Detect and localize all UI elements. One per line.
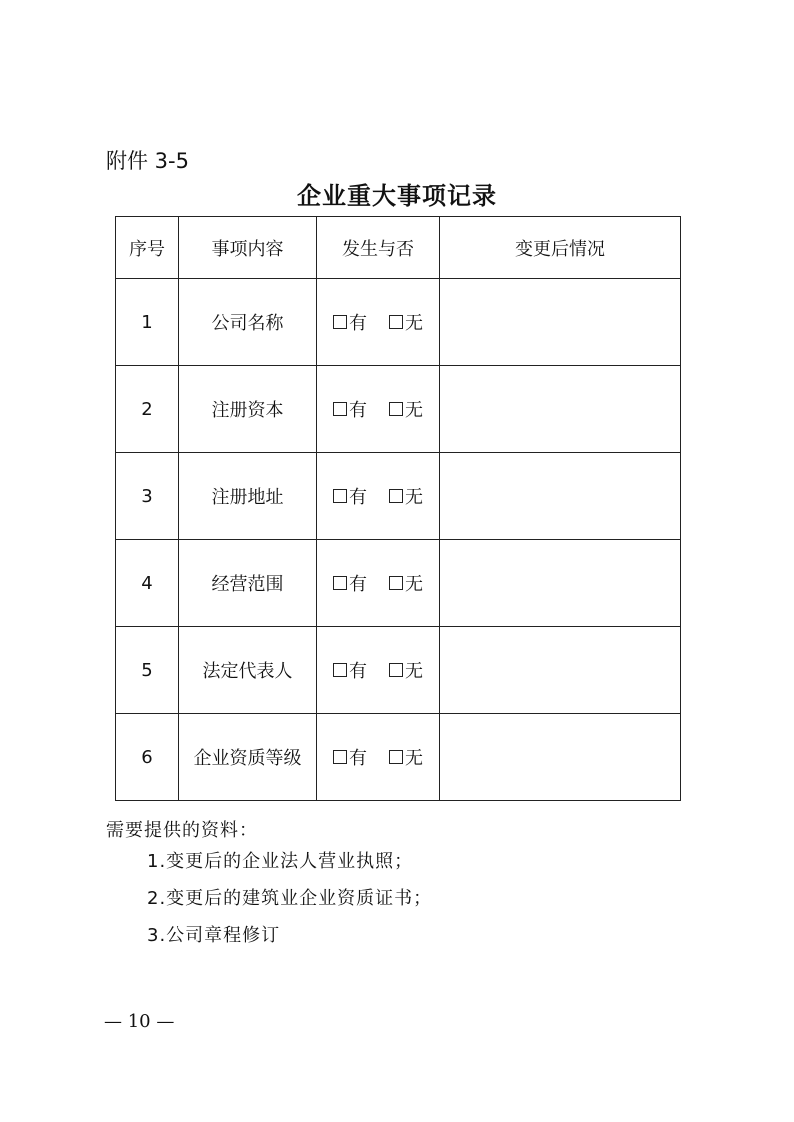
- checkbox-yes[interactable]: [333, 402, 347, 416]
- yes-no-options: [333, 744, 423, 770]
- row-item: 注册资本: [179, 366, 317, 453]
- table-row: [116, 279, 681, 366]
- materials-heading: 需要提供的资料：: [106, 820, 258, 841]
- row-seq: 6: [116, 714, 179, 801]
- option-yes-label: 有: [349, 661, 367, 682]
- row-occurred: [317, 279, 440, 366]
- header-seq: 序号: [116, 217, 179, 279]
- materials-item: 3.公司章程修订: [147, 925, 281, 946]
- option-no-label: 无: [405, 487, 423, 508]
- header-item: 事项内容: [179, 217, 317, 279]
- header-occurred: 发生与否: [317, 217, 440, 279]
- table-row: [116, 627, 681, 714]
- row-seq: 3: [116, 453, 179, 540]
- option-yes: [333, 657, 367, 683]
- checkbox-no[interactable]: [389, 402, 403, 416]
- yes-no-options: [333, 309, 423, 335]
- option-yes-label: 有: [349, 574, 367, 595]
- option-yes: [333, 570, 367, 596]
- row-item: 法定代表人: [179, 627, 317, 714]
- option-no: [389, 483, 423, 509]
- row-after-change[interactable]: [440, 714, 681, 801]
- table-row: [116, 453, 681, 540]
- materials-list: [147, 849, 432, 960]
- option-no: [389, 570, 423, 596]
- checkbox-yes[interactable]: [333, 576, 347, 590]
- option-yes-label: 有: [349, 400, 367, 421]
- row-seq: 5: [116, 627, 179, 714]
- row-after-change[interactable]: [440, 453, 681, 540]
- row-seq: 2: [116, 366, 179, 453]
- option-no-label: 无: [405, 748, 423, 769]
- row-item: 注册地址: [179, 453, 317, 540]
- page-number: — 10 —: [104, 1011, 175, 1032]
- checkbox-no[interactable]: [389, 315, 403, 329]
- row-after-change[interactable]: [440, 279, 681, 366]
- row-item: 公司名称: [179, 279, 317, 366]
- option-yes: [333, 483, 367, 509]
- yes-no-options: [333, 657, 423, 683]
- checkbox-yes[interactable]: [333, 315, 347, 329]
- checkbox-no[interactable]: [389, 576, 403, 590]
- row-after-change[interactable]: [440, 540, 681, 627]
- option-no-label: 无: [405, 574, 423, 595]
- table-row: [116, 366, 681, 453]
- yes-no-options: [333, 570, 423, 596]
- option-no: [389, 657, 423, 683]
- checkbox-yes[interactable]: [333, 663, 347, 677]
- option-yes: [333, 396, 367, 422]
- row-seq: 1: [116, 279, 179, 366]
- row-occurred: [317, 366, 440, 453]
- row-occurred: [317, 714, 440, 801]
- attachment-label: 附件 3-5: [106, 149, 189, 173]
- row-after-change[interactable]: [440, 627, 681, 714]
- row-occurred: [317, 627, 440, 714]
- checkbox-no[interactable]: [389, 750, 403, 764]
- option-no-label: 无: [405, 400, 423, 421]
- row-item: 经营范围: [179, 540, 317, 627]
- option-no: [389, 396, 423, 422]
- row-occurred: [317, 540, 440, 627]
- major-events-table: [115, 216, 681, 801]
- table-header-row: [116, 217, 681, 279]
- option-yes: [333, 309, 367, 335]
- option-no-label: 无: [405, 313, 423, 334]
- materials-item: 2.变更后的建筑业企业资质证书；: [147, 888, 433, 909]
- row-seq: 4: [116, 540, 179, 627]
- checkbox-yes[interactable]: [333, 489, 347, 503]
- option-no: [389, 744, 423, 770]
- option-yes: [333, 744, 367, 770]
- row-after-change[interactable]: [440, 366, 681, 453]
- option-yes-label: 有: [349, 313, 367, 334]
- option-yes-label: 有: [349, 748, 367, 769]
- header-after-change: 变更后情况: [440, 217, 681, 279]
- table-row: [116, 714, 681, 801]
- checkbox-yes[interactable]: [333, 750, 347, 764]
- option-no: [389, 309, 423, 335]
- row-item: 企业资质等级: [179, 714, 317, 801]
- row-occurred: [317, 453, 440, 540]
- yes-no-options: [333, 396, 423, 422]
- document-title: 企业重大事项记录: [297, 181, 497, 210]
- checkbox-no[interactable]: [389, 489, 403, 503]
- yes-no-options: [333, 483, 423, 509]
- materials-item: 1.变更后的企业法人营业执照；: [147, 851, 414, 872]
- checkbox-no[interactable]: [389, 663, 403, 677]
- option-no-label: 无: [405, 661, 423, 682]
- table-row: [116, 540, 681, 627]
- option-yes-label: 有: [349, 487, 367, 508]
